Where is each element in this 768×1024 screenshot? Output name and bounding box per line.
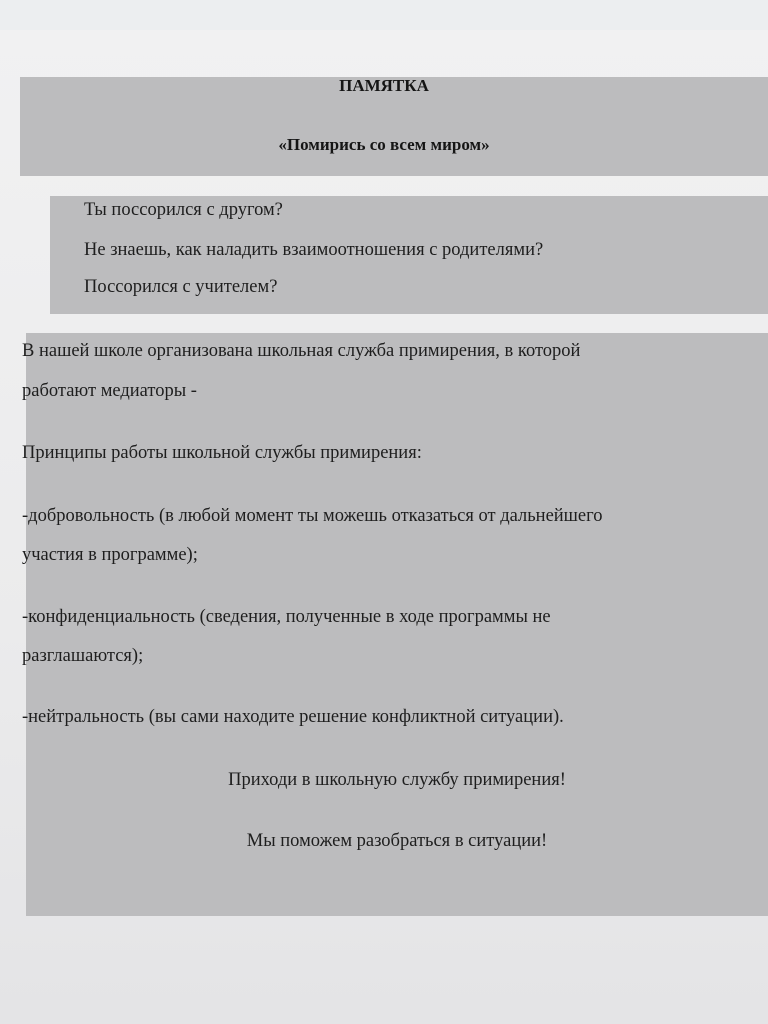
principle-2-line-2: разглашаются); — [22, 646, 144, 666]
question-line-3: Поссорился с учителем? — [84, 277, 278, 297]
principle-1-line-1: -добровольность (в любой момент ты можешь отказаться от дальнейшего — [22, 506, 603, 526]
intro-line-2: работают медиаторы - — [22, 381, 197, 401]
closing-line: Мы поможем разобраться в ситуации! — [246, 831, 548, 851]
principle-3-line-1: -нейтральность (вы сами находите решение конфликтной ситуации). — [22, 707, 564, 727]
document-title: ПАМЯТКА — [339, 76, 429, 95]
principle-2-line-1: -конфиденциальность (сведения, полученные в ходе программы не — [22, 607, 551, 627]
question-line-2: Не знаешь, как наладить взаимоотношения с родителями? — [84, 240, 544, 260]
document-subtitle: «Помирись со всем миром» — [278, 135, 490, 154]
question-line-1: Ты поссорился с другом? — [84, 200, 283, 220]
intro-line-1: В нашей школе организована школьная служба примирения, в которой — [22, 341, 581, 361]
principle-1-line-2: участия в программе); — [22, 545, 198, 565]
principles-heading: Принципы работы школьной службы примирения: — [22, 443, 422, 463]
call-to-action: Приходи в школьную службу примирения! — [228, 770, 566, 790]
